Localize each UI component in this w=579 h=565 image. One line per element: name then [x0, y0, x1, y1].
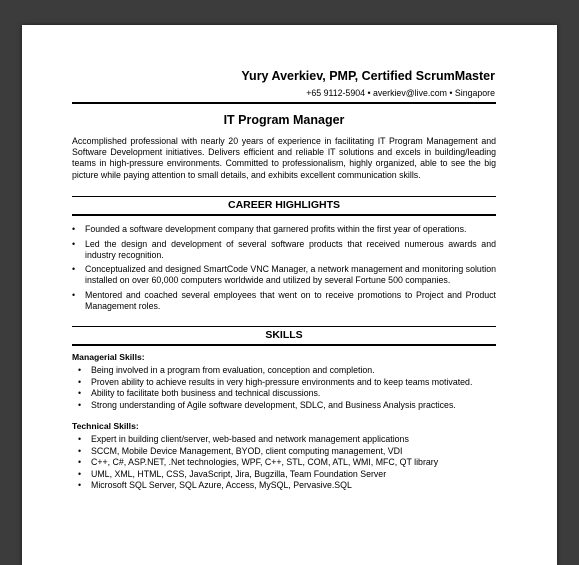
bullet-icon: •: [78, 376, 82, 387]
list-item: [72, 290, 496, 312]
skill-text: Microsoft SQL Server, SQL Azure, Access, MySQL, Pervasive.SQL: [91, 480, 352, 491]
list-item: [72, 224, 496, 235]
header-divider: [72, 102, 496, 104]
skills-heading: SKILLS: [265, 329, 303, 341]
skill-text: Proven ability to achieve results in very high-pressure environments and to keep teams motivated.: [91, 376, 473, 387]
bullet-icon: •: [78, 388, 82, 399]
technical-skills-list: [78, 434, 488, 492]
technical-skills-label: Technical Skills:: [72, 421, 139, 431]
resume-page: [22, 25, 557, 565]
bullet-icon: •: [78, 457, 82, 468]
bullet-icon: •: [78, 399, 82, 410]
bullet-icon: •: [78, 445, 82, 456]
bullet-icon: •: [78, 480, 82, 491]
list-item: [72, 239, 496, 261]
managerial-skills-label: Managerial Skills:: [72, 352, 145, 362]
bullet-icon: •: [72, 289, 76, 300]
skill-text: C++, C#, ASP.NET, .Net technologies, WPF, C++, STL, COM, ATL, WMI, MFC, QT library: [91, 457, 439, 468]
bullet-icon: •: [72, 264, 76, 275]
skill-text: UML, XML, HTML, CSS, JavaScript, Jira, Bugzilla, Team Foundation Server: [91, 468, 387, 479]
career-top-divider: [72, 196, 496, 197]
list-item: [78, 377, 488, 389]
list-item: [72, 264, 496, 286]
skill-text: SCCM, Mobile Device Management, BYOD, client computing management, VDI: [91, 445, 403, 456]
highlight-text: Founded a software development company that garnered profits within the first year of operations.: [85, 224, 467, 234]
bullet-icon: •: [78, 468, 82, 479]
bullet-icon: •: [78, 434, 82, 444]
skills-top-divider: [72, 326, 496, 327]
highlight-text: Mentored and coached several employees that went on to receive promotions to Project and Product Management roles.: [85, 289, 496, 312]
managerial-skills-list: [78, 365, 488, 411]
career-bottom-divider: [72, 214, 496, 216]
candidate-name: Yury Averkiev, PMP, Certified ScrumMaster: [241, 69, 495, 83]
bullet-icon: •: [72, 224, 76, 234]
skill-text: Strong understanding of Agile software development, SDLC, and Business Analysis practices.: [91, 399, 456, 410]
list-item: [78, 469, 488, 481]
career-highlights-list: [72, 224, 496, 316]
job-title: IT Program Manager: [223, 113, 345, 127]
list-item: [78, 446, 488, 458]
contact-line: +65 9112-5904 • averkiev@live.com • Singapore: [306, 88, 495, 98]
bullet-icon: •: [72, 238, 76, 249]
skill-text: Expert in building client/server, web-based and network management applications: [91, 434, 409, 444]
list-item: [78, 388, 488, 400]
bullet-icon: •: [78, 365, 82, 375]
highlight-text: Conceptualized and designed SmartCode VNC Manager, a network management and monitoring solution installed on over 60,000 computers worldwide and utilized by several Fortune 500 companies.: [85, 264, 496, 286]
list-item: [78, 457, 488, 469]
list-item: [78, 480, 488, 492]
career-highlights-heading: CAREER HIGHLIGHTS: [227, 199, 340, 211]
skills-bottom-divider: [72, 344, 496, 346]
skill-text: Ability to facilitate both business and technical discussions.: [91, 388, 321, 399]
highlight-text: Led the design and development of several software products that received numerous awards and industry recognition.: [85, 238, 496, 260]
professional-summary: Accomplished professional with nearly 20 years of experience in facilitating IT Program Management and Software Development initiatives. Delivers efficient and reliable IT solutions and excels in building/leading teams in high-pressure environments. Committed to professionalism, highly organized, able to see the big picture while paying attention to small details, and exhibits excellent communication skills.: [72, 136, 496, 180]
list-item: [78, 434, 488, 446]
list-item: [78, 365, 488, 377]
skill-text: Being involved in a program from evaluation, conception and completion.: [91, 365, 375, 375]
list-item: [78, 400, 488, 412]
